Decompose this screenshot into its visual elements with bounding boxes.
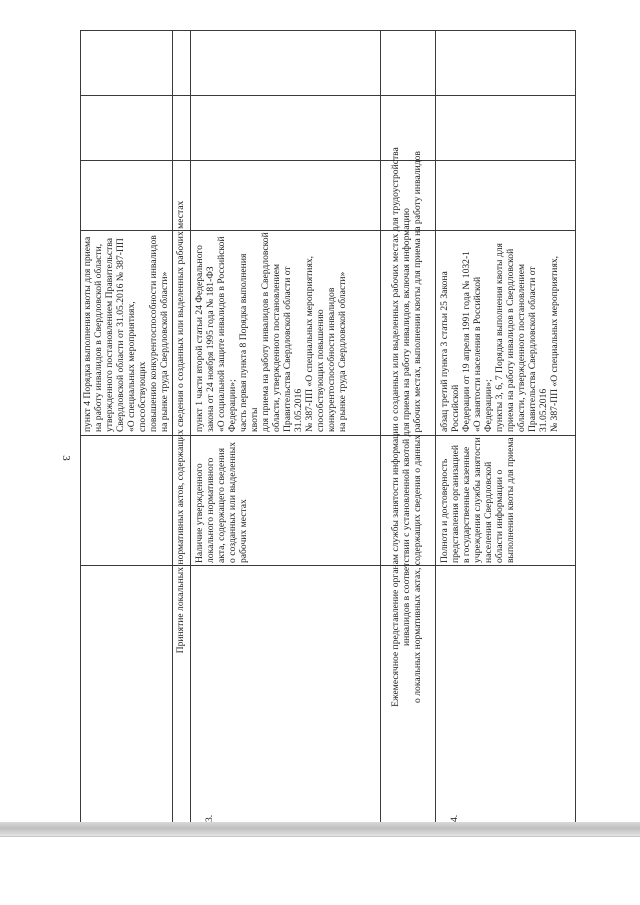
table-row xyxy=(437,232,574,432)
table-row xyxy=(192,232,378,432)
col-sep-number xyxy=(80,565,576,566)
section-heading xyxy=(173,32,189,822)
col-sep-indicator xyxy=(80,435,576,436)
basis-text: пункт 4 Порядка выполнения квоты для приема на работу инвалидов в Свердловской области, утвержденного постановлением Правительства Свердловской области от 31.05.2016 № 387-ПП «О специальных мероприятиях, способствующих повышению конкурентоспособности инвалидов на рынке труда Свердловской области» xyxy=(82,235,170,432)
row-number: 4. xyxy=(449,814,460,822)
table-row xyxy=(437,567,574,822)
table-border-top xyxy=(80,30,576,31)
col-sep-basis xyxy=(80,230,576,231)
row-sep-4 xyxy=(435,30,436,825)
table-row xyxy=(82,232,170,432)
section-title: Принятие локальных нормативных актов, содержащих сведения о созданных или выделенных рабочих местах xyxy=(175,200,186,654)
col-sep-answer-1 xyxy=(80,160,576,161)
section-title: Ежемесячное представление органам службы занятости информации о созданных или выделенных рабочих местах для трудоустройства инвалидов в соответствии с установленной квотой для приема на работу инвалидов, включая информацию о локальных нормативных актах, содержащих сведения о данных рабочих местах, выполнении квоты для приема на работу инвалидов xyxy=(390,147,423,707)
row-sep-2 xyxy=(190,30,191,825)
table-row xyxy=(437,437,574,563)
table-row xyxy=(192,567,378,822)
table-border-left xyxy=(80,30,81,825)
row-number: 3. xyxy=(204,814,215,822)
scan-binding-shadow xyxy=(0,822,640,836)
scan-binding-line xyxy=(0,836,640,837)
table-row xyxy=(192,437,378,563)
table-border-right xyxy=(575,30,576,825)
indicator-text: Полнота и достоверность представления организацией в государственные казенные учреждения службы занятости населения Свердловской области информации о выполнении квоты для приема xyxy=(439,437,516,563)
row-sep-3 xyxy=(380,30,381,825)
basis-text: пункт 1 части второй статьи 24 Федерального закона от 24 ноября 1995 года № 181-ФЗ «О социальной защите инвалидов в Российской Федерации»; часть первая пункта 8 Порядка выполнения квоты для приема на работу инвалидов в Свердловской области, утвержденного постановлением Правительства Свердловской области от 31.05.2016 № 387-ПП «О специальных мероприятиях, способствующих повышению конкурентоспособности инвалидов на рынке труда Свердловской области» xyxy=(194,232,348,432)
col-sep-answer-2 xyxy=(80,95,576,96)
basis-text: абзац третий пункта 3 статьи 25 Закона Российской Федерации от 19 апреля 1991 года № 1032-1 «О занятости населения в Российской Федерации»; пункты 3, 6, 7 Порядка выполнения квоты для приема на работу инвалидов в Свердловской области, утвержденного постановлением Правительства Свердловской области от 31.05.2016 № 387-ПП «О специальных мероприятиях, xyxy=(439,243,560,432)
page-number: 3 xyxy=(60,455,72,461)
indicator-text: Наличие утвержденного локального нормативного акта, содержащего сведения о созданных или выделенных рабочих местах xyxy=(194,441,249,563)
section-heading xyxy=(382,32,434,822)
